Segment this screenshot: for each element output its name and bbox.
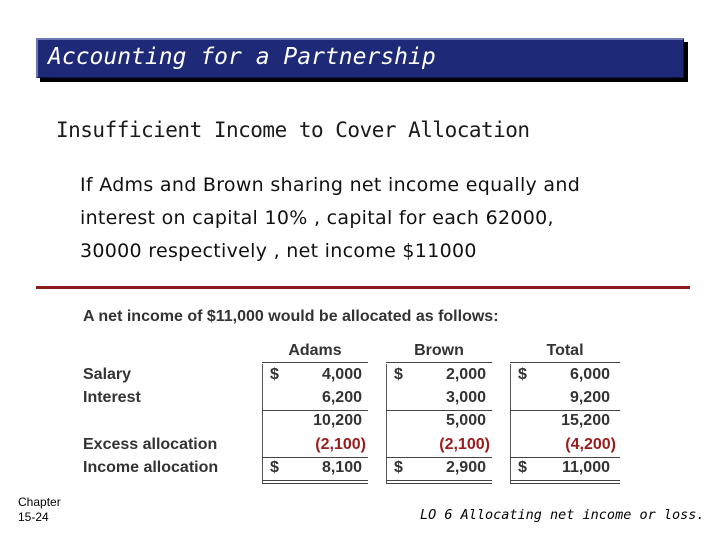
double-underline <box>510 480 620 481</box>
row-label-income-allocation: Income allocation <box>83 459 219 476</box>
column-header-adams: Adams <box>288 342 342 359</box>
cell-excess-adams: (2,100) <box>315 436 366 453</box>
dollar-sign: $ <box>394 366 403 383</box>
chapter-reference <box>18 495 61 525</box>
cell-salary-total: 6,000 <box>569 366 610 383</box>
column-header-underline <box>262 362 368 363</box>
column-header-total: Total <box>546 342 584 359</box>
slide-subtitle: Insufficient Income to Cover Allocation <box>56 118 530 142</box>
cell-income-brown: 2,900 <box>445 459 486 476</box>
dollar-sign: $ <box>394 459 403 476</box>
dollar-sign: $ <box>270 366 279 383</box>
dollar-sign: $ <box>518 459 527 476</box>
description <box>80 169 680 268</box>
dollar-sign: $ <box>270 459 279 476</box>
cell-subtotal-total: 15,200 <box>561 412 610 429</box>
column-header-underline <box>386 362 492 363</box>
cell-interest-adams: 6,200 <box>321 389 362 406</box>
cell-excess-brown: (2,100) <box>439 436 490 453</box>
page-reference: 15-24 <box>18 510 49 524</box>
cell-income-total: 11,000 <box>561 459 610 476</box>
title-bar <box>36 38 684 78</box>
row-label-salary: Salary <box>83 366 132 383</box>
subtotal-rule <box>386 410 492 411</box>
total-rule <box>386 457 492 458</box>
double-underline <box>262 483 368 484</box>
double-underline <box>386 483 492 484</box>
dollar-sign: $ <box>518 366 527 383</box>
divider-rule <box>36 286 690 289</box>
cell-interest-total: 9,200 <box>569 389 610 406</box>
subtotal-rule <box>510 410 620 411</box>
total-rule <box>510 457 620 458</box>
cell-excess-total: (4,200) <box>565 436 616 453</box>
cell-salary-adams: 4,000 <box>321 366 362 383</box>
subtotal-rule <box>262 410 368 411</box>
chapter-label: Chapter <box>18 495 61 509</box>
learning-objective: LO 6 Allocating net income or loss. <box>420 507 705 523</box>
double-underline <box>386 480 492 481</box>
description-line: interest on capital 10% , capital for each 62000, <box>80 207 554 229</box>
double-underline <box>510 483 620 484</box>
cell-income-adams: 8,100 <box>321 459 362 476</box>
row-label-excess-allocation: Excess allocation <box>83 436 218 453</box>
column-header-underline <box>510 362 620 363</box>
description-line: If Adms and Brown sharing net income equally and <box>80 174 581 196</box>
column-header-brown: Brown <box>414 342 464 359</box>
table-caption: A net income of $11,000 would be allocated as follows: <box>83 308 499 325</box>
cell-subtotal-adams: 10,200 <box>313 412 362 429</box>
slide-title: Accounting for a Partnership <box>48 44 436 70</box>
cell-salary-brown: 2,000 <box>445 366 486 383</box>
description-line: 30000 respectively , net income $11000 <box>80 240 477 262</box>
double-underline <box>262 480 368 481</box>
row-label-interest: Interest <box>83 389 141 406</box>
total-rule <box>262 457 368 458</box>
cell-subtotal-brown: 5,000 <box>445 412 486 429</box>
cell-interest-brown: 3,000 <box>445 389 486 406</box>
